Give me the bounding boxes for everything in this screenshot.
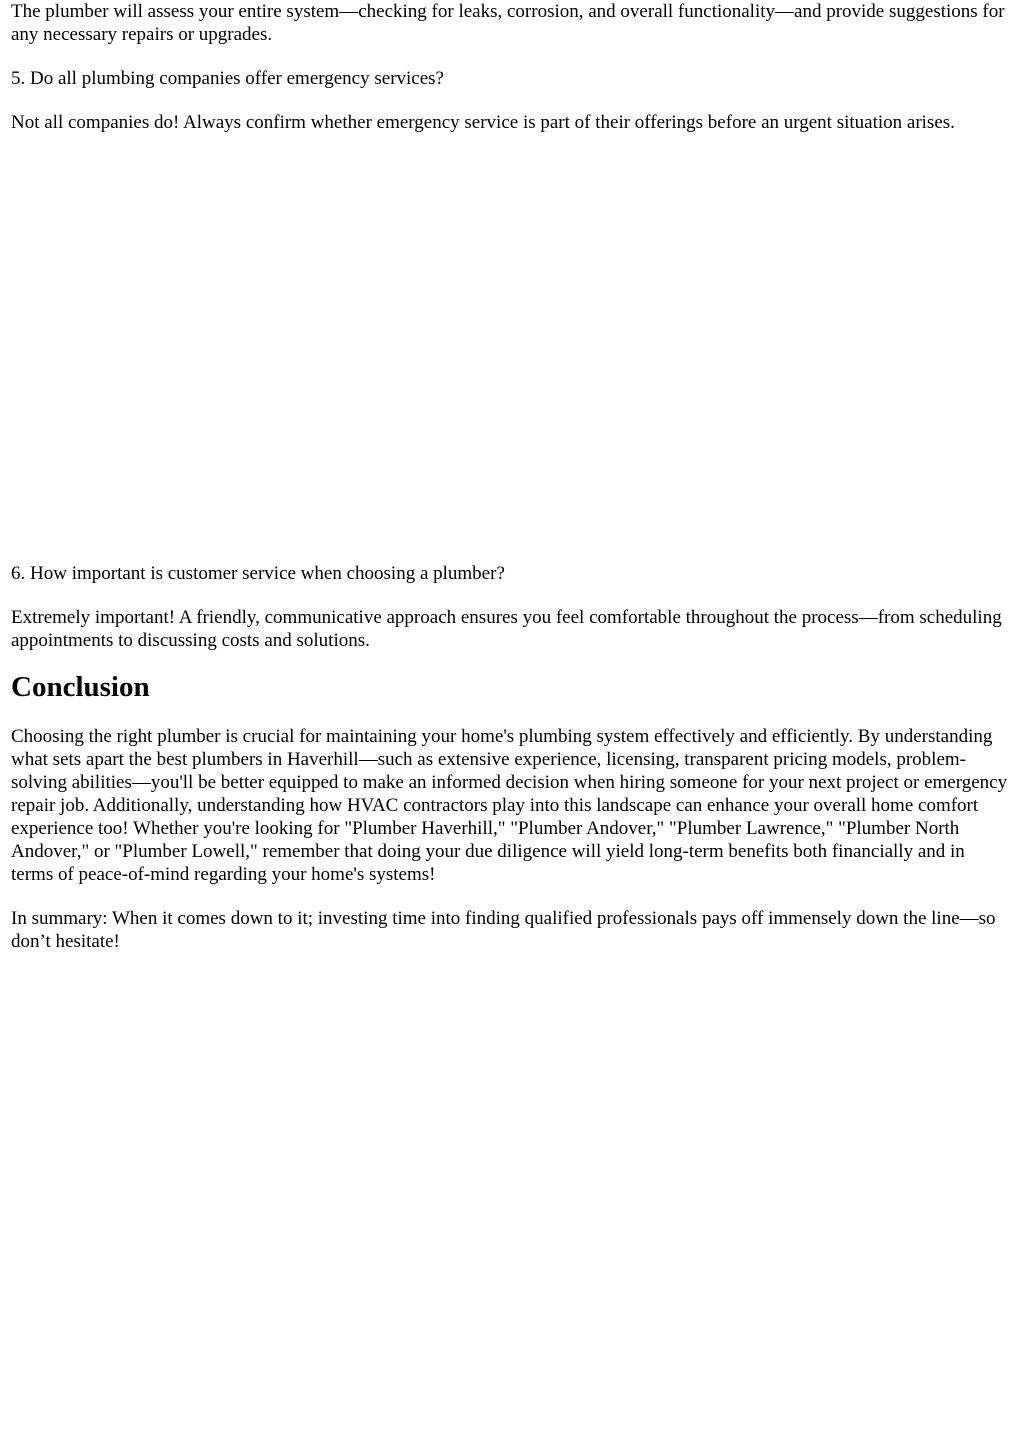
document-page xyxy=(11,0,1011,953)
faq-question-6: 6. How important is customer service when choosing a plumber? xyxy=(11,563,505,584)
faq-answer-5: Not all companies do! Always confirm whether emergency service is part of their offerings before an urgent situation arises. xyxy=(11,112,955,133)
conclusion-heading: Conclusion xyxy=(11,671,150,703)
conclusion-paragraph-2: In summary: When it comes down to it; investing time into finding qualified professionals pays off immensely down the line—so don’t hesitate! xyxy=(11,908,996,952)
blank-space xyxy=(11,134,1011,562)
answer-4-paragraph: The plumber will assess your entire system—checking for leaks, corrosion, and overall functionality—and provide suggestions for any necessary repairs or upgrades. xyxy=(11,1,1005,45)
conclusion-paragraph-1: Choosing the right plumber is crucial for maintaining your home's plumbing system effectively and efficiently. By understanding what sets apart the best plumbers in Haverhill—such as extensive experience, licensing, transparent pricing models, problem-solving abilities—you'll be better equipped to make an informed decision when hiring someone for your next project or emergency repair job. Additionally, understanding how HVAC contractors play into this landscape can enhance your overall home comfort experience too! Whether you're looking for "Plumber Haverhill," "Plumber Andover," "Plumber Lawrence," "Plumber North Andover," or "Plumber Lowell," remember that doing your due diligence will yield long-term benefits both financially and in terms of peace-of-mind regarding your home's systems! xyxy=(11,726,1008,885)
faq-question-5: 5. Do all plumbing companies offer emergency services? xyxy=(11,68,444,89)
faq-answer-6: Extremely important! A friendly, communicative approach ensures you feel comfortable throughout the process—from scheduling appointments to discussing costs and solutions. xyxy=(11,607,1002,651)
